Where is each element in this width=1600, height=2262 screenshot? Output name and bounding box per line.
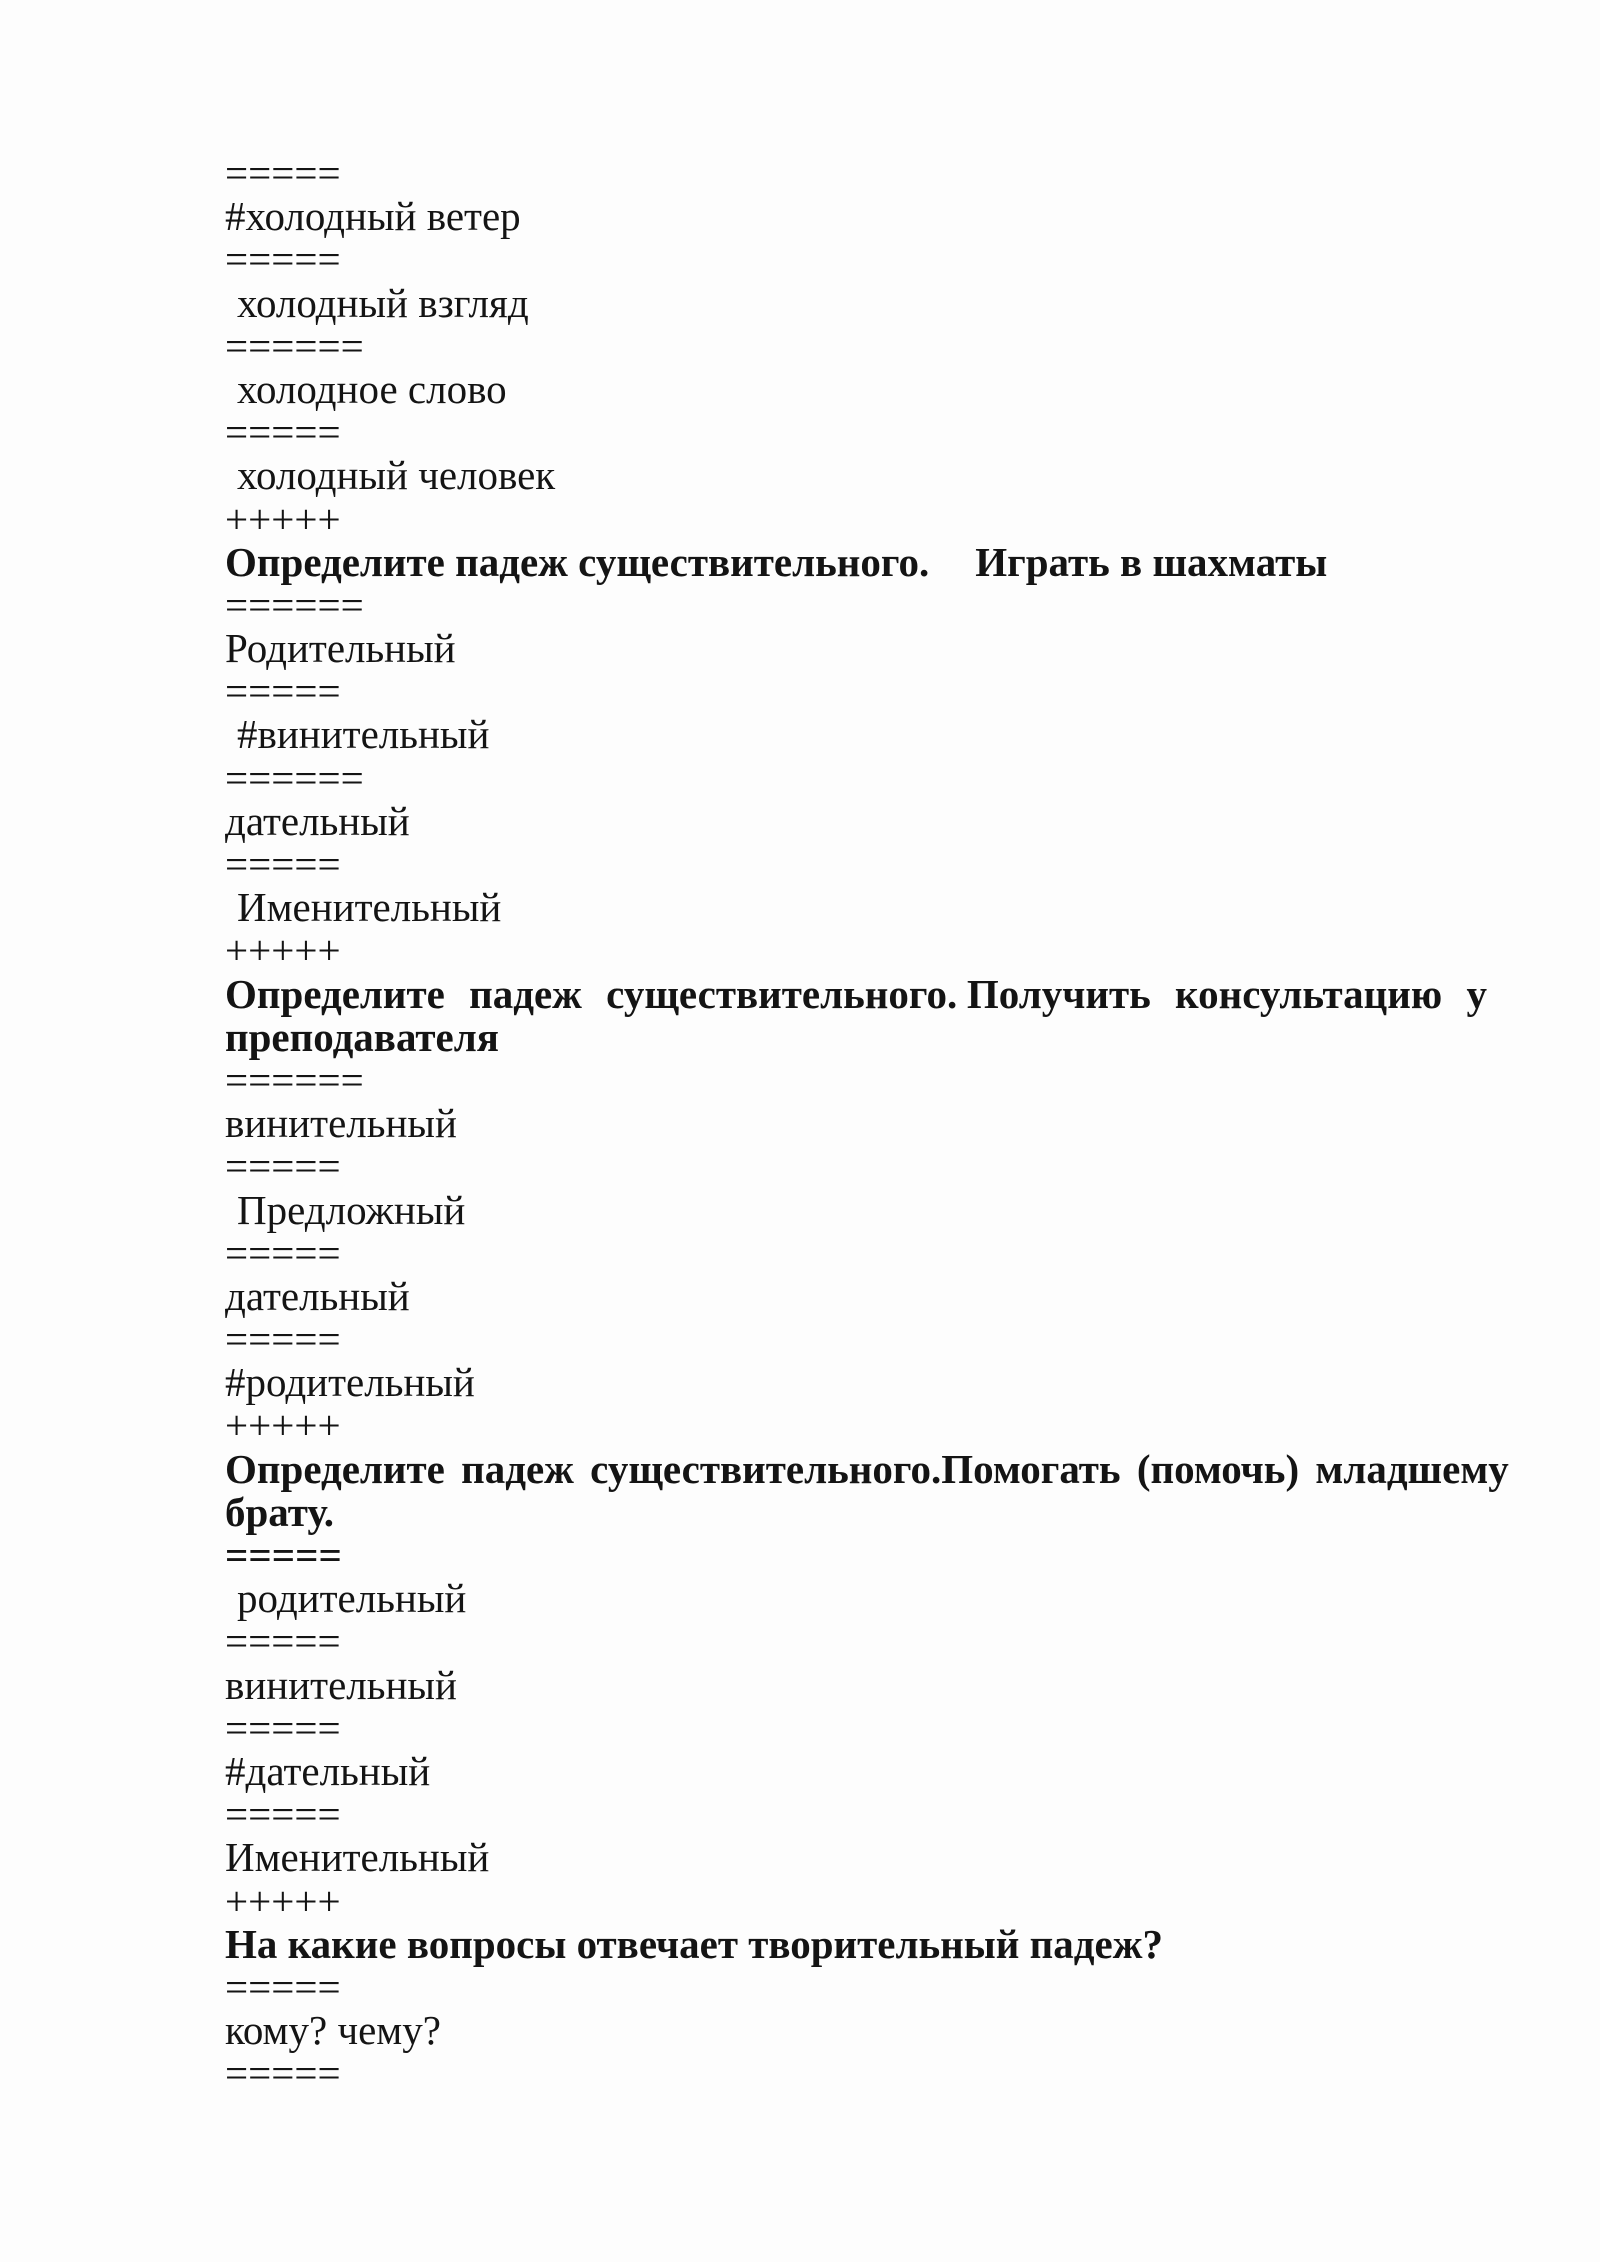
correct-answer-option: #холодный ветер xyxy=(225,193,521,240)
separator-line: ===== xyxy=(225,236,341,283)
correct-answer-option: #родительный xyxy=(225,1359,475,1406)
quiz-document xyxy=(225,150,1509,2097)
separator-line: ===== xyxy=(225,668,341,715)
answer-option: родительный xyxy=(237,1575,467,1622)
question-phrase: Помогать (помочь) младшему xyxy=(941,1445,1509,1492)
separator-line: ===== xyxy=(225,1618,341,1665)
separator-line: ===== xyxy=(225,1316,341,1363)
question-continuation: преподавателя xyxy=(225,1013,499,1060)
question-delimiter: +++++ xyxy=(225,927,341,974)
question-delimiter: +++++ xyxy=(225,1877,341,1924)
question-text xyxy=(225,1445,1509,1492)
separator-line: ====== xyxy=(225,322,364,369)
question-instruction: Определите падеж существительного. xyxy=(225,1445,942,1492)
question-phrase: Играть в шахматы xyxy=(975,538,1328,585)
separator-line: ===== xyxy=(225,1143,341,1190)
question-continuation: брату. xyxy=(225,1488,334,1535)
answer-option: Именительный xyxy=(225,1834,490,1881)
question-text xyxy=(225,970,1487,1017)
answer-option: Именительный xyxy=(237,884,502,931)
correct-answer-option: #дательный xyxy=(225,1747,431,1794)
question-instruction: Определите падеж существительного. xyxy=(225,538,930,585)
answer-option: Родительный xyxy=(225,625,456,672)
separator-line: ===== xyxy=(225,409,341,456)
answer-option: дательный xyxy=(225,1272,410,1319)
separator-line: ====== xyxy=(225,1056,364,1103)
answer-option: винительный xyxy=(225,1661,457,1708)
answer-option: Предложный xyxy=(237,1186,466,1233)
separator-line: ===== xyxy=(225,841,341,887)
separator-line: ====== xyxy=(225,581,364,628)
answer-option: кому? чему? xyxy=(225,2007,441,2054)
correct-answer-option: #винительный xyxy=(237,711,490,758)
separator-line: ===== xyxy=(225,1229,341,1276)
separator-line: ===== xyxy=(225,1704,341,1751)
answer-option: холодное слово xyxy=(237,365,507,412)
answer-option: холодный взгляд xyxy=(237,279,529,326)
separator-line: ===== xyxy=(225,150,341,196)
question-text xyxy=(225,538,1487,585)
separator-line: ===== xyxy=(225,1791,341,1838)
separator-line: ===== xyxy=(225,2050,341,2097)
question-delimiter: +++++ xyxy=(225,495,341,542)
answer-option: винительный xyxy=(225,1100,457,1147)
answer-option: дательный xyxy=(225,797,410,844)
question-phrase: Получить консультацию у xyxy=(966,970,1487,1017)
separator-line: ====== xyxy=(225,754,364,801)
answer-option: холодный человек xyxy=(237,452,556,499)
question-delimiter: +++++ xyxy=(225,1402,341,1449)
separator-line: ===== xyxy=(225,1532,342,1578)
question-instruction: Определите падеж существительного. xyxy=(225,970,958,1017)
separator-line: ===== xyxy=(225,1963,341,2010)
question-text: На какие вопросы отвечает творительный падеж? xyxy=(225,1920,1163,1967)
